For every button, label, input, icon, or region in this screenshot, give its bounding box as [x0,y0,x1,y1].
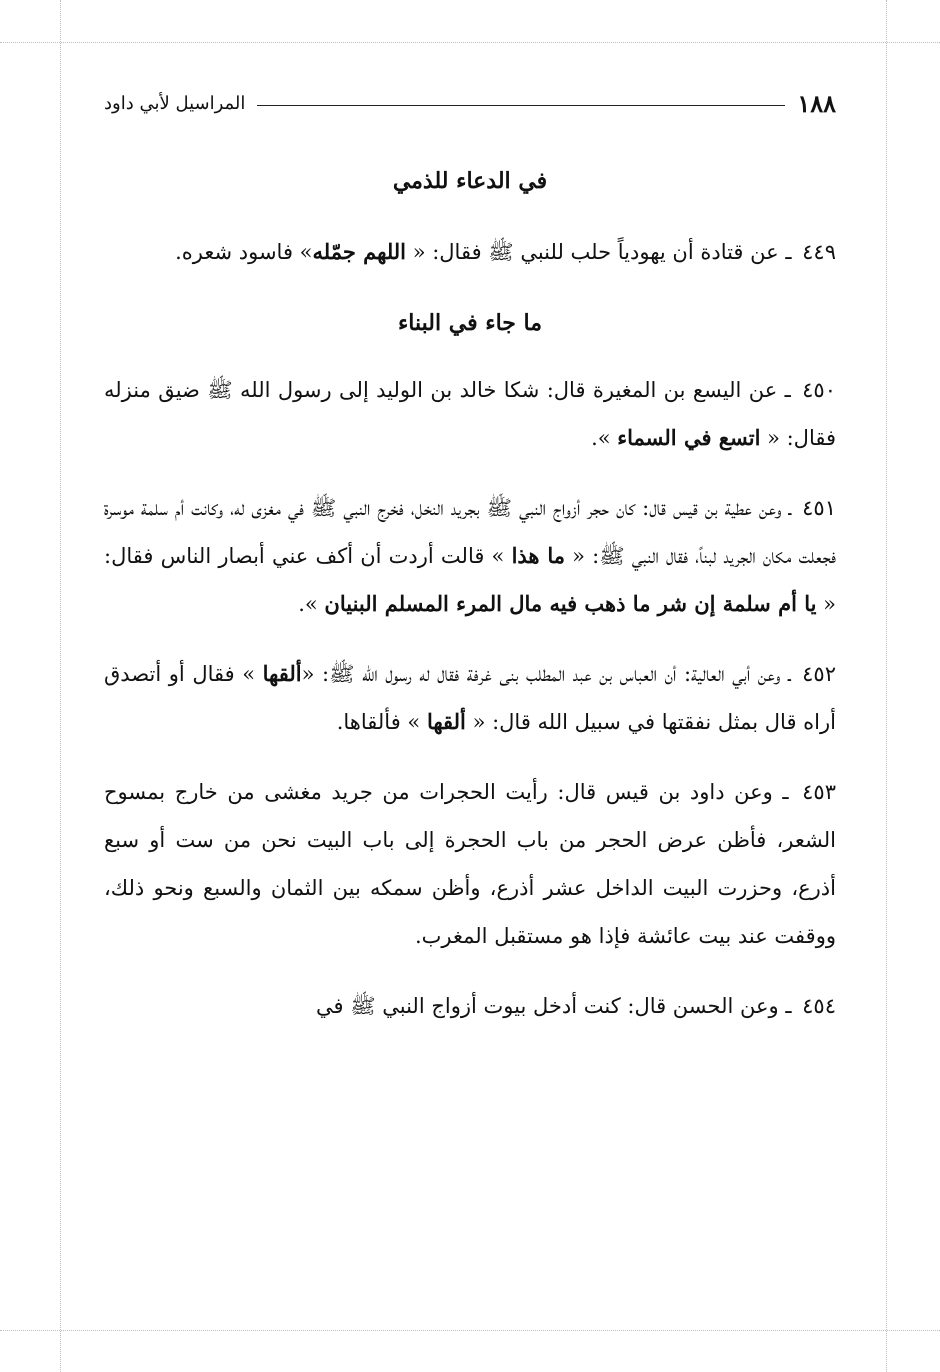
prophetic-quote: ألقها [426,709,466,734]
prophetic-quote: يا أم سلمة إن شر ما ذهب فيه مال المرء المسلم البنيان [324,591,817,616]
hadith-text: ـ وعن أبي العالية: أن العباس بن عبد المطلب بنى غرفة فقال له رسول الله ﷺ: « [301,662,799,686]
page-number: ١٨٨ [797,88,836,118]
hadith-text: ـ عن اليسع بن المغيرة قال: شكا خالد بن الوليد إلى رسول الله ﷺ ضيق منزله فقال: « [104,378,836,450]
hadith-text: ». [591,426,618,450]
prophetic-quote: اللهم جمّله [312,239,407,264]
prophetic-quote: ألقها [262,661,302,686]
guide-line [60,0,61,1372]
hadith-number: ٤٥٠ [802,378,836,402]
hadith-text: » فقال أو أتصدق أراه قال بمثل نفقتها في سبيل الله قال: « [104,662,836,734]
hadith-text: » فاسود شعره. [175,240,313,264]
hadith-text: ـ وعن الحسن قال: كنت أدخل بيوت أزواج النبي ﷺ في [315,994,799,1018]
hadith-number: ٤٥٣ [802,780,836,804]
hadith-454 [104,982,836,1030]
book-title: المراسيل لأبي داود [104,92,246,114]
guide-line [886,0,887,1372]
section-heading: في الدعاء للذمي [392,168,548,194]
hadith-451 [104,484,836,628]
hadith-453 [104,768,836,960]
hadith-text: ـ وعن عطية بن قيس قال: كان حجر أزواج النبي ﷺ بجريد النخل، فخرج النبي ﷺ في مغزى له، وكانت أم سلمة موسرة فجعلت مكان الجريد لبناً، فقال النبي ﷺ: « [104,496,836,568]
hadith-text: » فألقاها. [336,710,427,734]
hadith-number: ٤٥٤ [802,994,836,1018]
section-heading: ما جاء في البناء [397,310,543,336]
hadith-number: ٤٥١ [802,496,836,520]
prophetic-quote: ما هذا [511,543,565,568]
hadith-text: » قالت أردت أن أكف عني أبصار الناس فقال: « [104,544,836,616]
header-rule [257,105,785,106]
hadith-452 [104,650,836,746]
guide-line [0,1330,940,1331]
hadith-text: ». [298,592,325,616]
page-header [104,86,836,120]
hadith-450 [104,366,836,462]
guide-line [0,42,940,43]
hadith-text: ـ وعن داود بن قيس قال: رأيت الحجرات من جريد مغشى من خارج بمسوح الشعر، فأظن عرض الحجر من باب الحجرة إلى باب البيت نحن من ست أو سبع أذرع، وحزرت البيت الداخل عشر أذرع، وأظن سمكه بين الثمان والسبع ونحو ذلك، ووقفت عند بيت عائشة فإذا هو مستقبل المغرب. [104,780,836,948]
hadith-number: ٤٥٢ [802,662,836,686]
hadith-number: ٤٤٩ [802,240,836,264]
prophetic-quote: اتسع في السماء [617,425,761,450]
page-body [104,150,836,1052]
hadith-449 [104,228,836,276]
hadith-text: ـ عن قتادة أن يهودياً حلب للنبي ﷺ فقال: « [406,240,799,264]
